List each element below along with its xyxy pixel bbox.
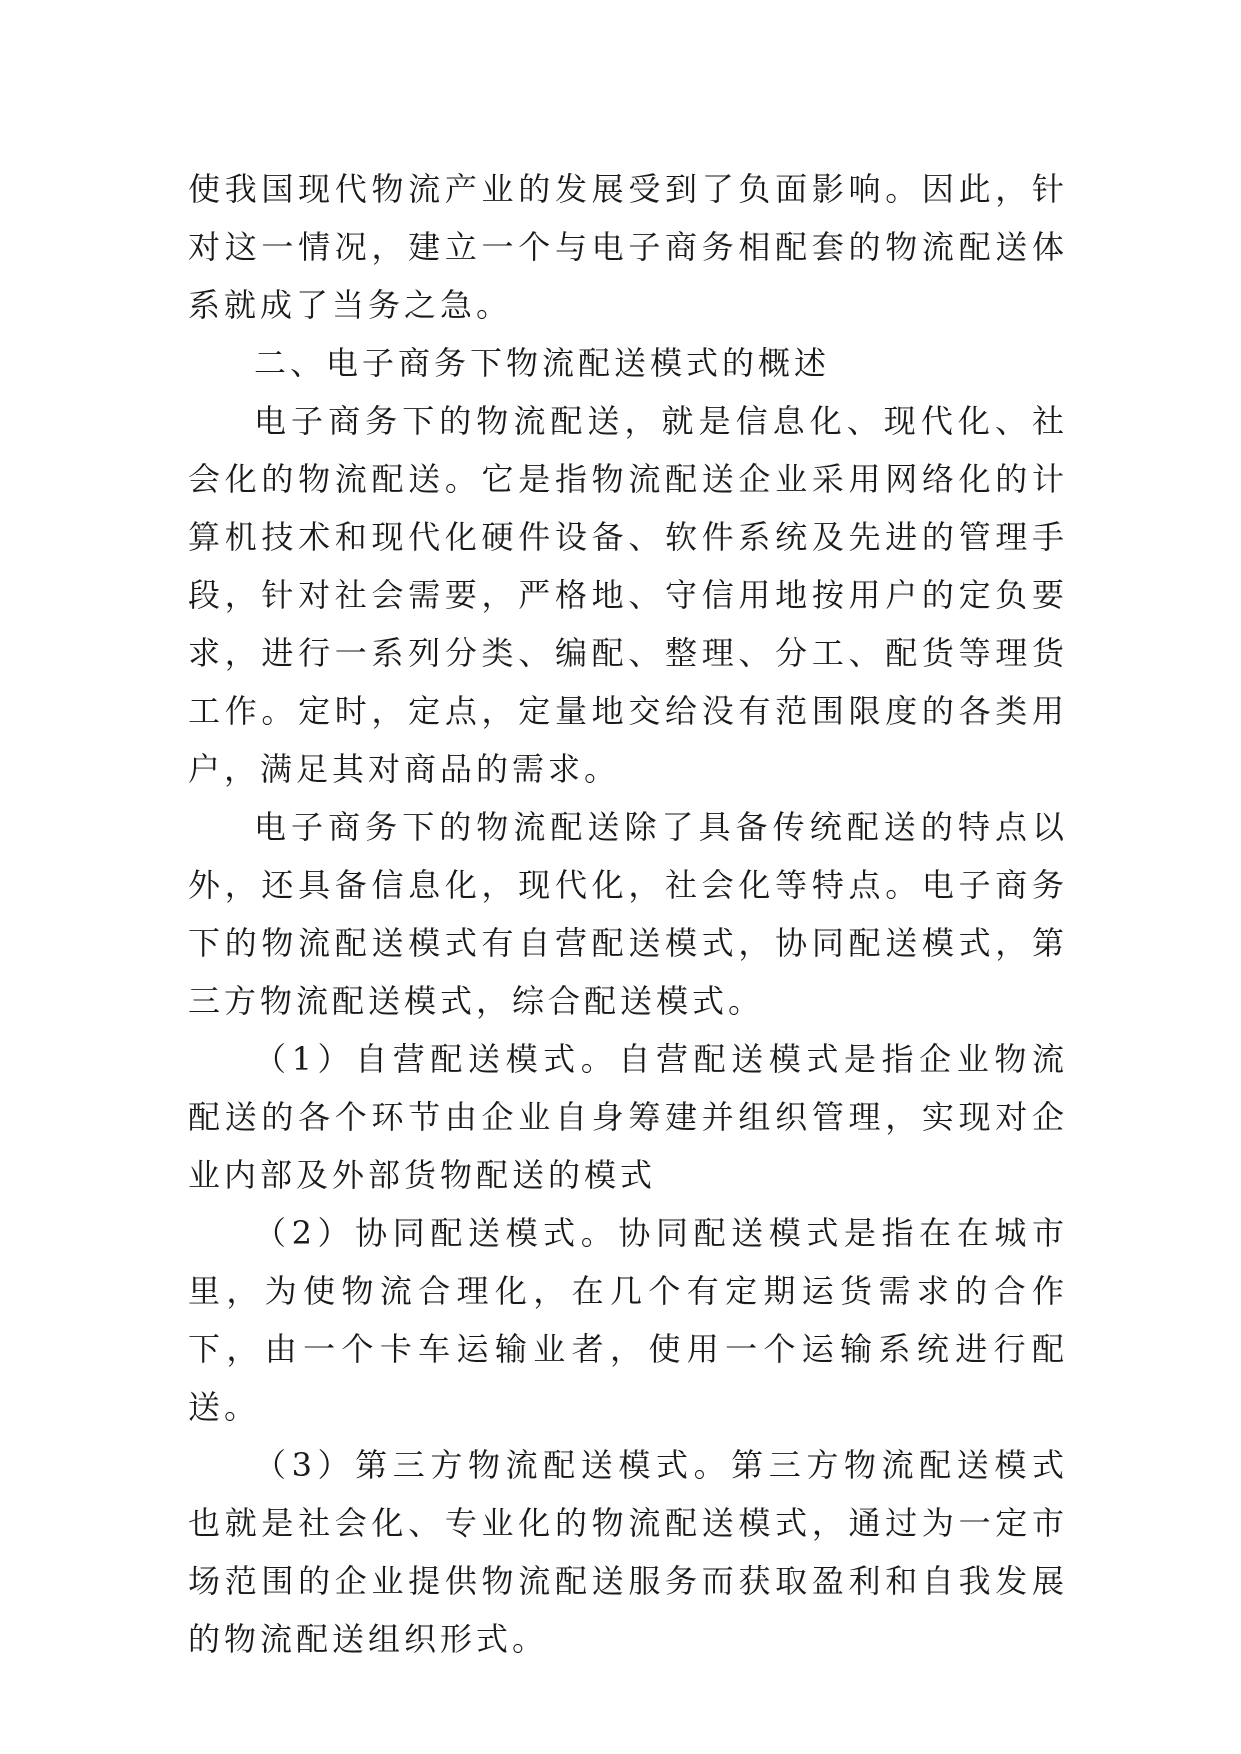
paragraph-collaborative-mode: （2）协同配送模式。协同配送模式是指在在城市里，为使物流合理化，在几个有定期运货需求的合作下，由一个卡车运输业者，使用一个运输系统进行配送。 bbox=[188, 1214, 1068, 1426]
document-body bbox=[188, 160, 1068, 1668]
paragraph-self-operated-mode: （1）自营配送模式。自营配送模式是指企业物流配送的各个环节由企业自身筹建并组织管理，实现对企业内部及外部货物配送的模式 bbox=[188, 1040, 1068, 1194]
paragraph-third-party-mode: （3）第三方物流配送模式。第三方物流配送模式也就是社会化、专业化的物流配送模式，通过为一定市场范围的企业提供物流配送服务而获取盈利和自我发展的物流配送组织形式。 bbox=[188, 1446, 1068, 1658]
section-heading: 二、电子商务下物流配送模式的概述 bbox=[254, 344, 831, 382]
paragraph-definition: 电子商务下的物流配送，就是信息化、现代化、社会化的物流配送。它是指物流配送企业采用网络化的计算机技术和现代化硬件设备、软件系统及先进的管理手段，针对社会需要，严格地、守信用地按用户的定负要求，进行一系列分类、编配、整理、分工、配货等理货工作。定时，定点，定量地交给没有范围限度的各类用户，满足其对商品的需求。 bbox=[188, 402, 1068, 788]
paragraph-intro: 使我国现代物流产业的发展受到了负面影响。因此，针对这一情况，建立一个与电子商务相配套的物流配送体系就成了当务之急。 bbox=[188, 170, 1068, 324]
paragraph-characteristics: 电子商务下的物流配送除了具备传统配送的特点以外，还具备信息化，现代化，社会化等特点。电子商务下的物流配送模式有自营配送模式，协同配送模式，第三方物流配送模式，综合配送模式。 bbox=[188, 808, 1068, 1020]
